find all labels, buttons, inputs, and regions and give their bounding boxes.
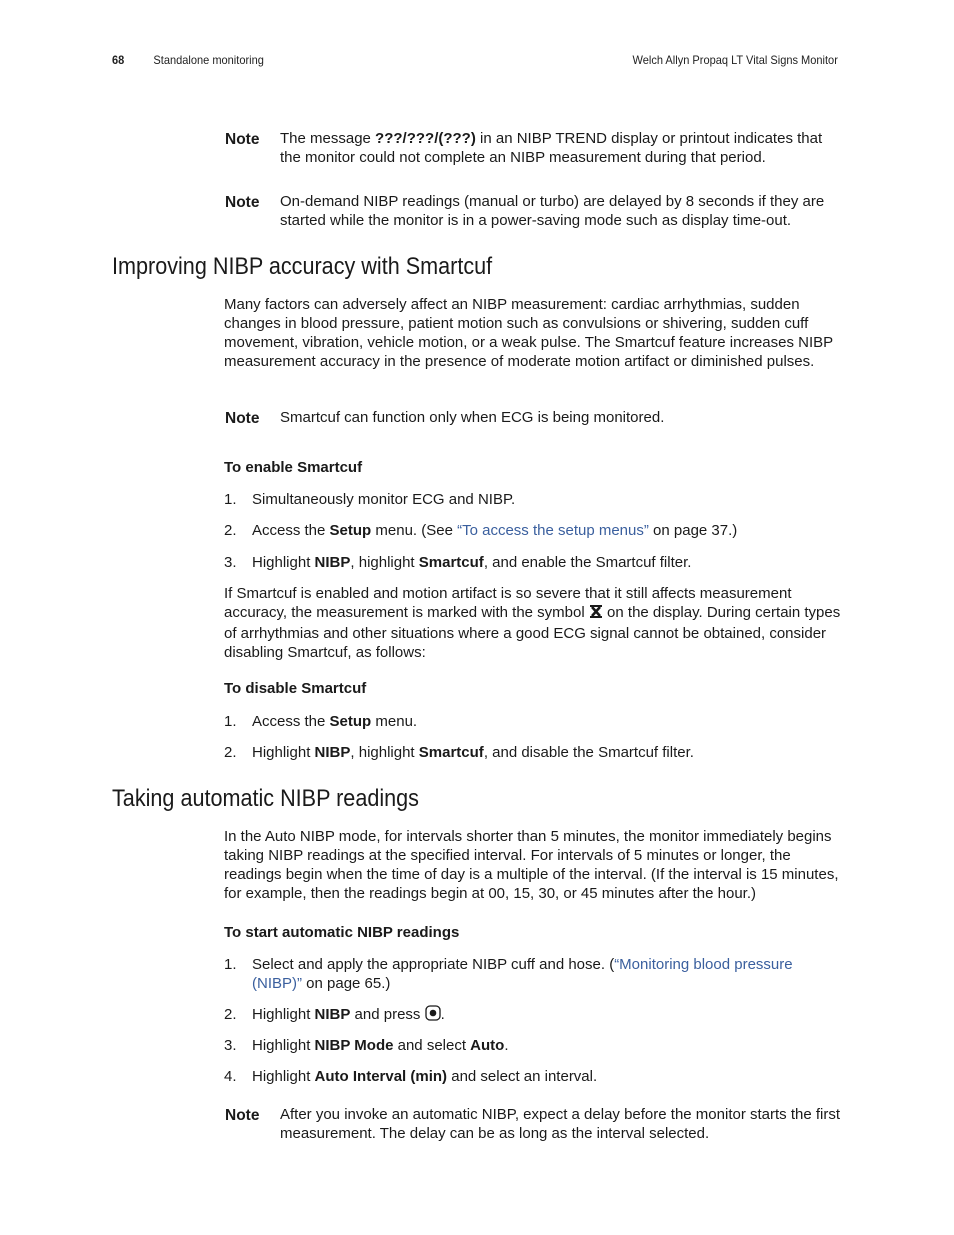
smartcuf-intro: Many factors can adversely affect an NIBP measurement: cardiac arrhythmias, sudden changes in blood pressure, patient motion such as convulsions or shivering, sudden cuff movement, vibration, vehicle motion, or a weak pulse. The Smartcuf feature increases NIBP measurement accuracy in the presence of moderate motion artifact or diminished pulses. — [224, 296, 833, 370]
disable-step-1: 1. Access the Setup menu. — [224, 713, 418, 730]
disable-step-2: 2. Highlight NIBP, highlight Smartcuf, and disable the Smartcuf filter. — [224, 744, 694, 761]
note-text: Smartcuf can function only when ECG is being monitored. — [280, 409, 665, 426]
auto-step-4: 4. Highlight Auto Interval (min) and select an interval. — [224, 1068, 598, 1085]
note-label: Note — [225, 194, 260, 211]
motion-artifact-icon — [589, 604, 603, 624]
note-text: The message ???/???/(???) in an NIBP TREND display or printout indicates that the monitor could not complete an NIBP measurement during that period. — [280, 130, 823, 166]
note-auto-delay — [225, 1105, 845, 1143]
note-trend-message — [225, 129, 845, 167]
heading-start-automatic-nibp: To start automatic NIBP readings — [224, 924, 460, 941]
note-on-demand-delay — [225, 192, 845, 230]
enable-step-1: 1. Simultaneously monitor ECG and NIBP. — [224, 491, 516, 508]
enable-step-2: 2. Access the Setup menu. (See “To access the setup menus” on page 37.) — [224, 522, 738, 539]
auto-step-3: 3. Highlight NIBP Mode and select Auto. — [224, 1037, 509, 1054]
note-label: Note — [225, 1107, 260, 1124]
enable-step-3: 3. Highlight NIBP, highlight Smartcuf, and enable the Smartcuf filter. — [224, 554, 692, 571]
link-monitoring-blood-pressure[interactable]: “Monitoring blood pressure (NIBP)” — [252, 956, 793, 992]
note-smartcuf-ecg — [225, 408, 845, 427]
note-text: On-demand NIBP readings (manual or turbo) are delayed by 8 seconds if they are started while the monitor is in a power-saving mode such as display time-out. — [280, 193, 825, 229]
page-number: 68 — [112, 53, 125, 67]
note-label: Note — [225, 131, 260, 148]
note-text: After you invoke an automatic NIBP, expect a delay before the monitor starts the first measurement. The delay can be as long as the interval selected. — [280, 1106, 841, 1142]
auto-nibp-intro: In the Auto NIBP mode, for intervals shorter than 5 minutes, the monitor immediately begins taking NIBP readings at the specified interval. For intervals of 5 minutes or longer, the readings begin when the time of day is a multiple of the interval. (If the interval is 15 minutes, for example, then the readings begin at 00, 15, 30, or 45 minutes after the hour.) — [224, 828, 839, 902]
page-header — [112, 53, 838, 69]
heading-enable-smartcuf: To enable Smartcuf — [224, 459, 363, 476]
auto-step-2: 2. Highlight NIBP and press . — [224, 1005, 846, 1026]
auto-step-1: 1. Select and apply the appropriate NIBP cuff and hose. (“Monitoring blood pressure (NIBP)” on page 65.) — [224, 956, 793, 992]
section-title-automatic-nibp: Taking automatic NIBP readings — [112, 785, 419, 812]
heading-disable-smartcuf: To disable Smartcuf — [224, 680, 367, 697]
smartcuf-artifact-paragraph: If Smartcuf is enabled and motion artifact is so severe that it still affects measurement accuracy, the measurement is marked with the symbol on the display. During certain types of arrhythmias and other situations where a good ECG signal cannot be obtained, consider disabling Smartcuf, as follows: — [224, 585, 841, 661]
header-section: Standalone monitoring — [153, 53, 264, 67]
section-title-smartcuf: Improving NIBP accuracy with Smartcuf — [112, 253, 493, 280]
select-button-icon — [425, 1005, 441, 1026]
header-product: Welch Allyn Propaq LT Vital Signs Monitor — [632, 53, 838, 67]
link-setup-menus[interactable]: “To access the setup menus” — [457, 522, 649, 539]
note-label: Note — [225, 410, 260, 427]
